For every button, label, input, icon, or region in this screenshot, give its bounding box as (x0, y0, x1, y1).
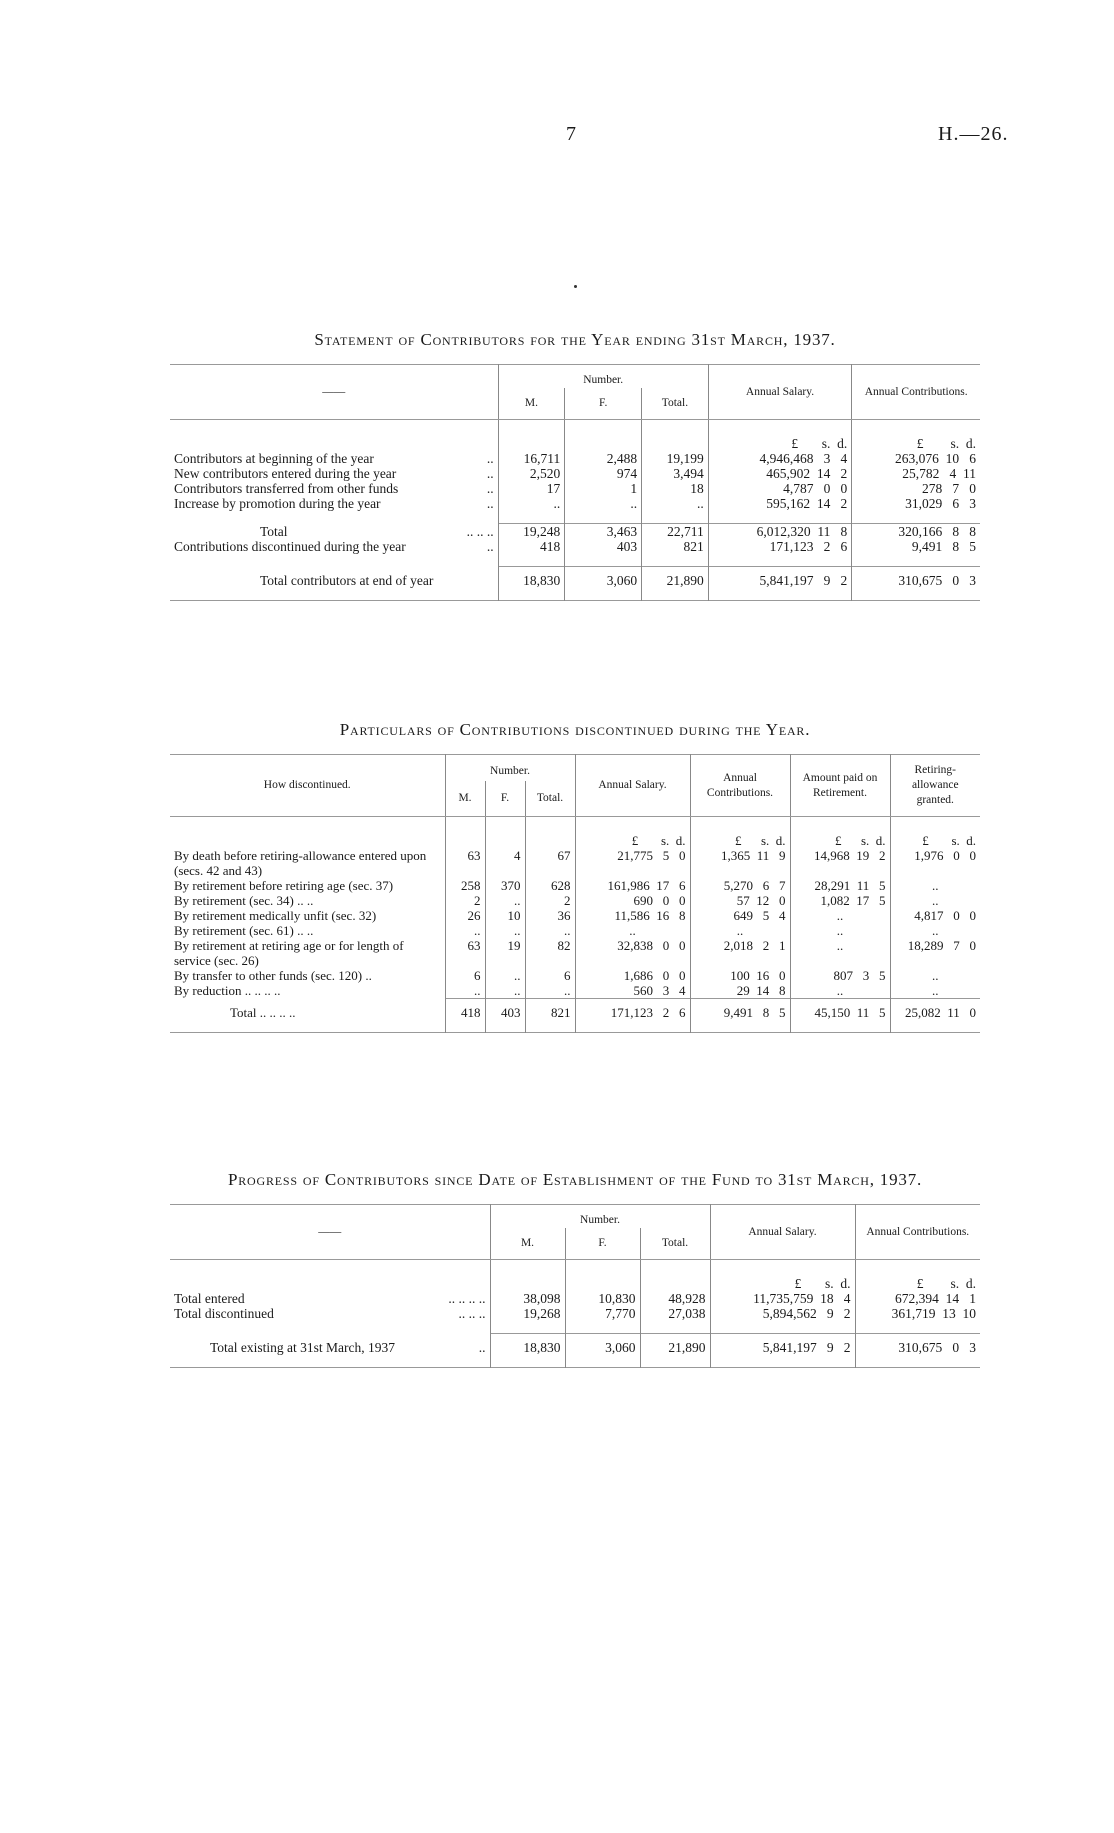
cell-male: 2 (445, 893, 485, 908)
progress-title: Progress of Contributors since Date of Establishment of the Fund to 31st March, 1937. (227, 1170, 923, 1189)
cell-salary: 690 0 0 (575, 893, 690, 908)
statement-of-contributors-section (170, 330, 980, 601)
cell-male: 418 (498, 539, 565, 554)
contrib-units: £ s. d. (852, 420, 980, 452)
cell-male: .. (445, 923, 485, 938)
leader-dots: .. (478, 1339, 486, 1355)
row-label: Contributions discontinued during the year (174, 539, 406, 554)
cell-total: 22,711 (642, 524, 709, 540)
cell-contrib: 310,675 0 3 (852, 567, 980, 601)
cell-contrib: 263,076 10 6 (852, 451, 980, 466)
leader-dots: .. (486, 496, 494, 511)
number-group-header: Number. (445, 755, 575, 781)
table-row (170, 848, 980, 878)
stray-mark (574, 285, 577, 288)
cell-male: 38,098 (490, 1291, 565, 1306)
cell-total: 18 (642, 481, 709, 496)
cell-salary: 560 3 4 (575, 983, 690, 999)
total-header: Total. (640, 1228, 710, 1260)
row-label: New contributors entered during the year (174, 466, 397, 481)
cell-female: 974 (565, 466, 642, 481)
table-row (170, 466, 980, 481)
paid-units: £ s. d. (790, 817, 890, 849)
cell-male: 19,248 (498, 524, 565, 540)
cell-retiring: .. (890, 968, 980, 983)
cell-female: 10 (485, 908, 525, 923)
cell-contrib: 2,018 2 1 (690, 938, 790, 968)
cell-female: 10,830 (565, 1291, 640, 1306)
cell-contrib: 100 16 0 (690, 968, 790, 983)
row-label: By reduction .. .. .. .. (174, 983, 281, 998)
cell-salary: 4,946,468 3 4 (708, 451, 852, 466)
cell-total: 36 (525, 908, 575, 923)
corner-dash: —— (170, 365, 498, 420)
cell-female: .. (485, 968, 525, 983)
male-header: M. (498, 388, 565, 420)
salary-units: £ s. d. (710, 1260, 855, 1292)
cell-total: 67 (525, 848, 575, 878)
cell-female: 3,060 (565, 567, 642, 601)
cell-female: 1 (565, 481, 642, 496)
table-row (170, 524, 980, 540)
annual-salary-header: Annual Salary. (575, 755, 690, 817)
cell-retiring: 1,976 0 0 (890, 848, 980, 878)
progress-of-contributors-section (170, 1170, 980, 1368)
retiring-units: £ s. d. (890, 817, 980, 849)
page-number: 7 (566, 123, 576, 145)
cell-contrib: 361,719 13 10 (855, 1306, 980, 1321)
row-label: Total contributors at end of year (260, 572, 434, 588)
female-header: F. (565, 388, 642, 420)
table-row (170, 567, 980, 601)
row-label: Total (260, 523, 288, 539)
statement-title: Statement of Contributors for the Year ending 31st March, 1937. (314, 330, 836, 349)
cell-female: .. (485, 923, 525, 938)
retiring-allowance-header: Retiring-allowance granted. (890, 755, 980, 817)
row-label: By retirement (sec. 61) .. .. (174, 923, 314, 938)
cell-male: 63 (445, 938, 485, 968)
cell-salary: 4,787 0 0 (708, 481, 852, 496)
cell-salary: 6,012,320 11 8 (708, 524, 852, 540)
annual-contributions-header: Annual Contributions. (690, 755, 790, 817)
cell-salary: 595,162 14 2 (708, 496, 852, 511)
leader-dots: .. (486, 481, 494, 496)
row-label: Total entered (174, 1291, 245, 1306)
annual-contributions-header: Annual Contributions. (855, 1205, 980, 1260)
table-row (170, 968, 980, 983)
row-label: By retirement medically unfit (sec. 32) (174, 908, 377, 923)
cell-female: .. (485, 893, 525, 908)
cell-female: 3,060 (565, 1334, 640, 1368)
cell-contrib: 310,675 0 3 (855, 1334, 980, 1368)
total-header: Total. (642, 388, 709, 420)
number-group-header: Number. (498, 365, 708, 389)
cell-retiring: 25,082 11 0 (890, 999, 980, 1033)
salary-units: £ s. d. (575, 817, 690, 849)
row-label: Total discontinued (174, 1306, 274, 1321)
cell-salary: 1,686 0 0 (575, 968, 690, 983)
cell-paid: 14,968 19 2 (790, 848, 890, 878)
leader-dots: .. (486, 451, 494, 466)
cell-total: 82 (525, 938, 575, 968)
leader-dots: .. .. .. (466, 523, 494, 539)
cell-female: 370 (485, 878, 525, 893)
cell-total: .. (642, 496, 709, 511)
cell-total: 21,890 (642, 567, 709, 601)
statement-table (170, 364, 980, 601)
cell-salary: 11,735,759 18 4 (710, 1291, 855, 1306)
leader-dots: .. .. .. (458, 1306, 486, 1321)
cell-contrib: 57 12 0 (690, 893, 790, 908)
cell-female: .. (565, 496, 642, 511)
number-group-header: Number. (490, 1205, 710, 1229)
table-row (170, 878, 980, 893)
cell-contrib: 1,365 11 9 (690, 848, 790, 878)
leader-dots: .. (486, 466, 494, 481)
cell-salary: 32,838 0 0 (575, 938, 690, 968)
cell-paid: .. (790, 923, 890, 938)
row-label: By retirement (sec. 34) .. .. (174, 893, 314, 908)
cell-total: 6 (525, 968, 575, 983)
cell-total: 2 (525, 893, 575, 908)
cell-salary: 21,775 5 0 (575, 848, 690, 878)
row-label: Contributors at beginning of the year (174, 451, 374, 466)
cell-contrib: 31,029 6 3 (852, 496, 980, 511)
row-label: By transfer to other funds (sec. 120) .. (174, 968, 372, 983)
leader-dots: .. .. .. .. (448, 1291, 486, 1306)
cell-total: 821 (525, 999, 575, 1033)
cell-male: 26 (445, 908, 485, 923)
row-label: Contributors transferred from other funds (174, 481, 399, 496)
corner-dash: —— (170, 1205, 490, 1260)
cell-retiring: 4,817 0 0 (890, 908, 980, 923)
salary-units: £ s. d. (708, 420, 852, 452)
table-row (170, 983, 980, 999)
progress-table (170, 1204, 980, 1368)
cell-paid: 1,082 17 5 (790, 893, 890, 908)
annual-salary-header: Annual Salary. (708, 365, 852, 420)
cell-total: 21,890 (640, 1334, 710, 1368)
row-label: By death before retiring-allowance entered upon (secs. 42 and 43) (174, 848, 427, 878)
cell-male: 18,830 (490, 1334, 565, 1368)
cell-female: 2,488 (565, 451, 642, 466)
cell-retiring: .. (890, 878, 980, 893)
female-header: F. (565, 1228, 640, 1260)
row-label: Total .. .. .. .. (230, 1004, 296, 1020)
cell-total: 628 (525, 878, 575, 893)
cell-total: 27,038 (640, 1306, 710, 1321)
cell-retiring: .. (890, 983, 980, 999)
cell-paid: 28,291 11 5 (790, 878, 890, 893)
leader-dots: .. (486, 539, 494, 554)
particulars-table (170, 754, 980, 1033)
cell-retiring: .. (890, 923, 980, 938)
cell-female: 19 (485, 938, 525, 968)
cell-salary: 465,902 14 2 (708, 466, 852, 481)
contrib-units: £ s. d. (855, 1260, 980, 1292)
table-row (170, 908, 980, 923)
table-row (170, 893, 980, 908)
cell-male: .. (445, 983, 485, 999)
cell-male: 17 (498, 481, 565, 496)
cell-female: 403 (485, 999, 525, 1033)
annual-salary-header: Annual Salary. (710, 1205, 855, 1260)
cell-contrib: 5,270 6 7 (690, 878, 790, 893)
cell-contrib: 29 14 8 (690, 983, 790, 999)
cell-male: 16,711 (498, 451, 565, 466)
cell-contrib: 9,491 8 5 (690, 999, 790, 1033)
cell-total: 48,928 (640, 1291, 710, 1306)
document-reference: H.—26. (938, 123, 1009, 145)
cell-paid: .. (790, 983, 890, 999)
cell-total: .. (525, 923, 575, 938)
cell-female: 403 (565, 539, 642, 554)
cell-female: 3,463 (565, 524, 642, 540)
how-discontinued-header: How discontinued. (170, 755, 445, 817)
table-row (170, 999, 980, 1033)
cell-paid: 45,150 11 5 (790, 999, 890, 1033)
discontinued-particulars-section (170, 720, 980, 1033)
cell-total: .. (525, 983, 575, 999)
table-row (170, 451, 980, 466)
table-row (170, 496, 980, 511)
cell-paid: .. (790, 938, 890, 968)
cell-contrib: 278 7 0 (852, 481, 980, 496)
row-label: By retirement before retiring age (sec. 37) (174, 878, 394, 893)
cell-total: 19,199 (642, 451, 709, 466)
particulars-title: Particulars of Contributions discontinued during the Year. (339, 720, 811, 739)
cell-salary: 171,123 2 6 (575, 999, 690, 1033)
cell-total: 821 (642, 539, 709, 554)
row-label: Increase by promotion during the year (174, 496, 381, 511)
cell-contrib: 672,394 14 1 (855, 1291, 980, 1306)
cell-total: 3,494 (642, 466, 709, 481)
row-label: Total existing at 31st March, 1937 (210, 1339, 396, 1355)
cell-male: 19,268 (490, 1306, 565, 1321)
row-label: By retirement at retiring age or for length of service (sec. 26) (174, 938, 404, 968)
female-header: F. (485, 781, 525, 817)
cell-female: 7,770 (565, 1306, 640, 1321)
cell-retiring: .. (890, 893, 980, 908)
cell-male: .. (498, 496, 565, 511)
cell-salary: 5,894,562 9 2 (710, 1306, 855, 1321)
annual-contributions-header: Annual Contributions. (852, 365, 980, 420)
cell-salary: 161,986 17 6 (575, 878, 690, 893)
male-header: M. (445, 781, 485, 817)
cell-salary: 5,841,197 9 2 (710, 1334, 855, 1368)
cell-salary: 171,123 2 6 (708, 539, 852, 554)
cell-male: 6 (445, 968, 485, 983)
contrib-units: £ s. d. (690, 817, 790, 849)
table-row (170, 938, 980, 968)
table-row (170, 923, 980, 938)
table-row (170, 1334, 980, 1368)
cell-male: 258 (445, 878, 485, 893)
cell-contrib: 649 5 4 (690, 908, 790, 923)
cell-contrib: 9,491 8 5 (852, 539, 980, 554)
cell-contrib: .. (690, 923, 790, 938)
table-row (170, 481, 980, 496)
cell-male: 418 (445, 999, 485, 1033)
table-row (170, 539, 980, 554)
cell-paid: .. (790, 908, 890, 923)
cell-female: 4 (485, 848, 525, 878)
cell-male: 2,520 (498, 466, 565, 481)
table-row (170, 1306, 980, 1321)
cell-male: 18,830 (498, 567, 565, 601)
table-row (170, 1291, 980, 1306)
cell-contrib: 25,782 4 11 (852, 466, 980, 481)
male-header: M. (490, 1228, 565, 1260)
cell-salary: 5,841,197 9 2 (708, 567, 852, 601)
cell-contrib: 320,166 8 8 (852, 524, 980, 540)
total-header: Total. (525, 781, 575, 817)
cell-salary: 11,586 16 8 (575, 908, 690, 923)
amount-paid-header: Amount paid on Retirement. (790, 755, 890, 817)
cell-paid: 807 3 5 (790, 968, 890, 983)
cell-female: .. (485, 983, 525, 999)
cell-retiring: 18,289 7 0 (890, 938, 980, 968)
cell-salary: .. (575, 923, 690, 938)
cell-male: 63 (445, 848, 485, 878)
